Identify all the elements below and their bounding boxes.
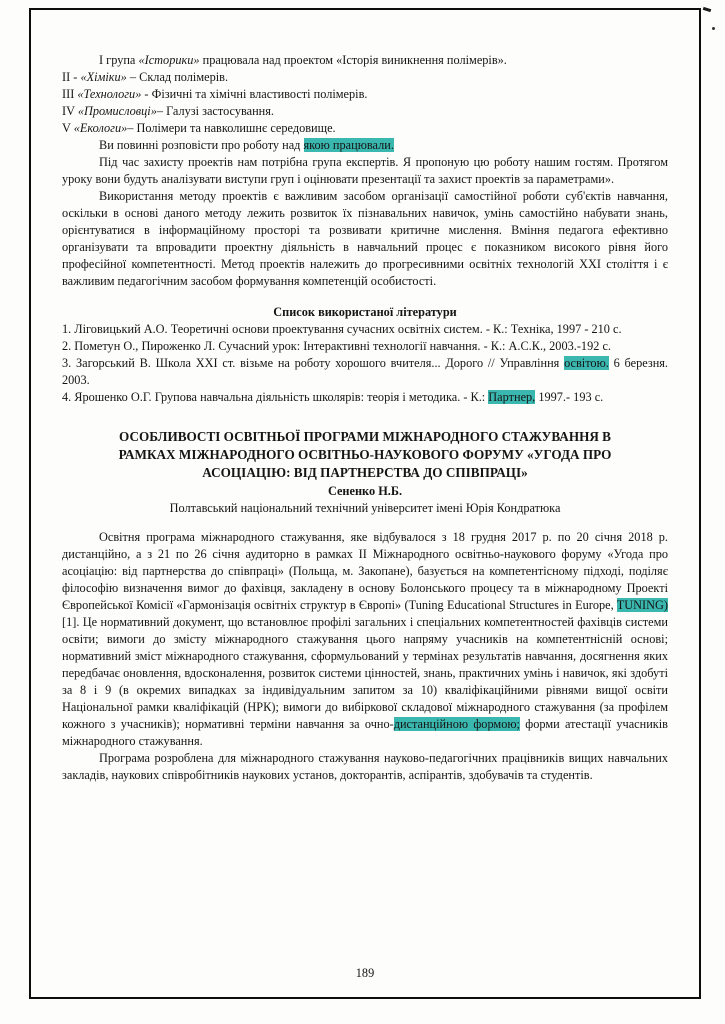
article-author: Сененко Н.Б.: [327, 484, 403, 498]
text-segment: II -: [62, 70, 81, 84]
instruction-line: [62, 137, 668, 154]
text-segment: 2. Пометун О., Пироженко Л. Сучасний урок: Інтерактивні технології навчання. - К.: А.С.К., 2003.-192 с.: [62, 339, 611, 353]
text-segment: Ви повинні розповісти про роботу над: [99, 138, 304, 152]
text-segment: працювала над проектом «Історія виникнення полімерів».: [199, 53, 507, 67]
text-segment: «Промисловці»: [77, 104, 157, 118]
text-segment: - Фізичні та хімічні властивості полімерів.: [141, 87, 368, 101]
text-segment: 1. Ліговицький А.О. Теоретичні основи проектування сучасних освітніх систем. - К.: Техніка, 1997 - 210 с.: [62, 322, 622, 336]
text-segment: – Полімери та навколишнє середовище.: [127, 121, 336, 135]
text-segment: 4. Ярошенко О.Г. Групова навчальна діяльність школярів: теорія і методика. - К.:: [62, 390, 489, 404]
article-paragraph-2: Програма розроблена для міжнародного стажування науково-педагогічних працівників вищих навчальних закладів, наукових співробітників наукових установ, докторантів, аспірантів, здобувачів та студентів.: [62, 751, 668, 782]
highlighted-text: Партнер,: [488, 390, 536, 404]
article-affiliation: Полтавський національний технічний університет імені Юрія Кондратюка: [169, 501, 561, 515]
group-line-1: [62, 52, 668, 69]
group-line-5: [62, 120, 668, 137]
highlighted-text: якою працювали.: [303, 138, 394, 152]
scan-artifact: [703, 7, 712, 12]
references-heading: Список використаної літератури: [273, 305, 457, 319]
paragraph-experts: Під час захисту проектів нам потрібна група експертів. Я пропоную цю роботу нашим гостям. Протягом уроку вони будуть аналізувати виступи груп і оцінювати презентації та захист проектів за параметрами».: [62, 155, 668, 186]
text-segment: «Історики»: [138, 53, 200, 67]
group-line-2: [62, 69, 668, 86]
text-segment: форми атестації учасників міжнародного стажування.: [62, 717, 668, 748]
article-header: [62, 428, 668, 517]
paragraph-method: Використання методу проектів є важливим засобом організації самостійної роботи суб'єктів навчання, оскільки в основі даного методу лежить розвиток їх пізнавальних навичок, умінь самостійно набувати знань, орієнтуватися в інформаційному просторі та розвивати критичне мислення. Вміння педагога ефективно організувати та впровадити проектну діяльність в навчальний процес є показником високого рівня його професійної компетентності. Метод проектів належить до прогресивними освітніх технологій XXI століття і є важливим педагогічним засобом формування компетенцій особистості.: [62, 189, 668, 288]
page-content: [62, 52, 668, 784]
reference-item-1: [62, 321, 668, 338]
page-number: 189: [355, 966, 375, 980]
group-line-3: [62, 86, 668, 103]
article-title: ОСОБЛИВОСТІ ОСВІТНЬОЇ ПРОГРАМИ МІЖНАРОДНОГО СТАЖУВАННЯ В РАМКАХ МІЖНАРОДНОГО ОСВІТНЬО-НАУКОВОГО ФОРУМУ «УГОДА ПРО АСОЦІАЦІЮ: ВІД ПАРТНЕРСТВА ДО СПІВПРАЦІ»: [118, 429, 612, 480]
text-segment: V: [62, 121, 74, 135]
text-segment: «Хіміки»: [80, 70, 127, 84]
reference-item-3: [62, 355, 668, 389]
text-segment: 3. Загорський В. Школа XXI ст. візьме на роботу хорошого вчителя... Дорого // Управління: [62, 356, 565, 370]
highlighted-text: дистанційною формою;: [393, 717, 520, 731]
highlighted-text: TUNING): [616, 598, 668, 612]
text-segment: IV: [62, 104, 78, 118]
scan-artifact: [712, 27, 715, 30]
text-segment: «Технологи»: [77, 87, 142, 101]
text-segment: I група: [99, 53, 139, 67]
text-segment: «Екологи»: [73, 121, 128, 135]
group-line-4: [62, 103, 668, 120]
reference-item-2: [62, 338, 668, 355]
text-segment: 1997.- 193 с.: [535, 390, 604, 404]
highlighted-text: освітою.: [564, 356, 609, 370]
text-segment: III: [62, 87, 78, 101]
text-segment: – Склад полімерів.: [126, 70, 229, 84]
text-segment: 6 березня. 2003.: [62, 356, 669, 387]
text-segment: – Галузі застосування.: [156, 104, 274, 118]
article-paragraph-1: [62, 529, 668, 750]
reference-item-4: [62, 389, 668, 406]
text-segment: Освітня програма міжнародного стажування, яке відбувалося з 18 грудня 2017 р. по 20 січня 2018 р. дистанційно, а з 21 по 26 січня аудиторно в рамках II Міжнародного освітньо-наукового форуму «Угода про асоціацію: від партнерства до співпраці» (Польща, м. Закопане), базується на компетентісному підході, поділяє філософію визначення вимог до фахівця, закладену в основу Болонського процесу та в міжнародному Проекті Європейської Комісії «Гармонізація освітніх структур в Європі» (Tuning Educational Structures in Europe,: [62, 530, 668, 612]
text-segment: [1]. Це нормативний документ, що встановлює профілі загальних і спеціальних компетентностей фахівців системи освіти; вимоги до змісту міжнародного стажування цього напряму учасників на компетентнісній основі; нормативний зміст міжнародного стажування, сформульований у термінах результатів навчання, досягнення яких передбачає оновлення, вдосконалення, розвиток системи цінностей, знань, практичних умінь і навичок, які здобуті за 8 і 9 (в окремих випадках за індивідуальним запитом за 10) кваліфікаційними рівнями вищої освіти Національної рамки кваліфікацій (НРК); вимоги до вибіркової складової міжнародного стажування (за профілем кожного з учасників); нормативні терміни навчання за очно-: [62, 615, 668, 731]
